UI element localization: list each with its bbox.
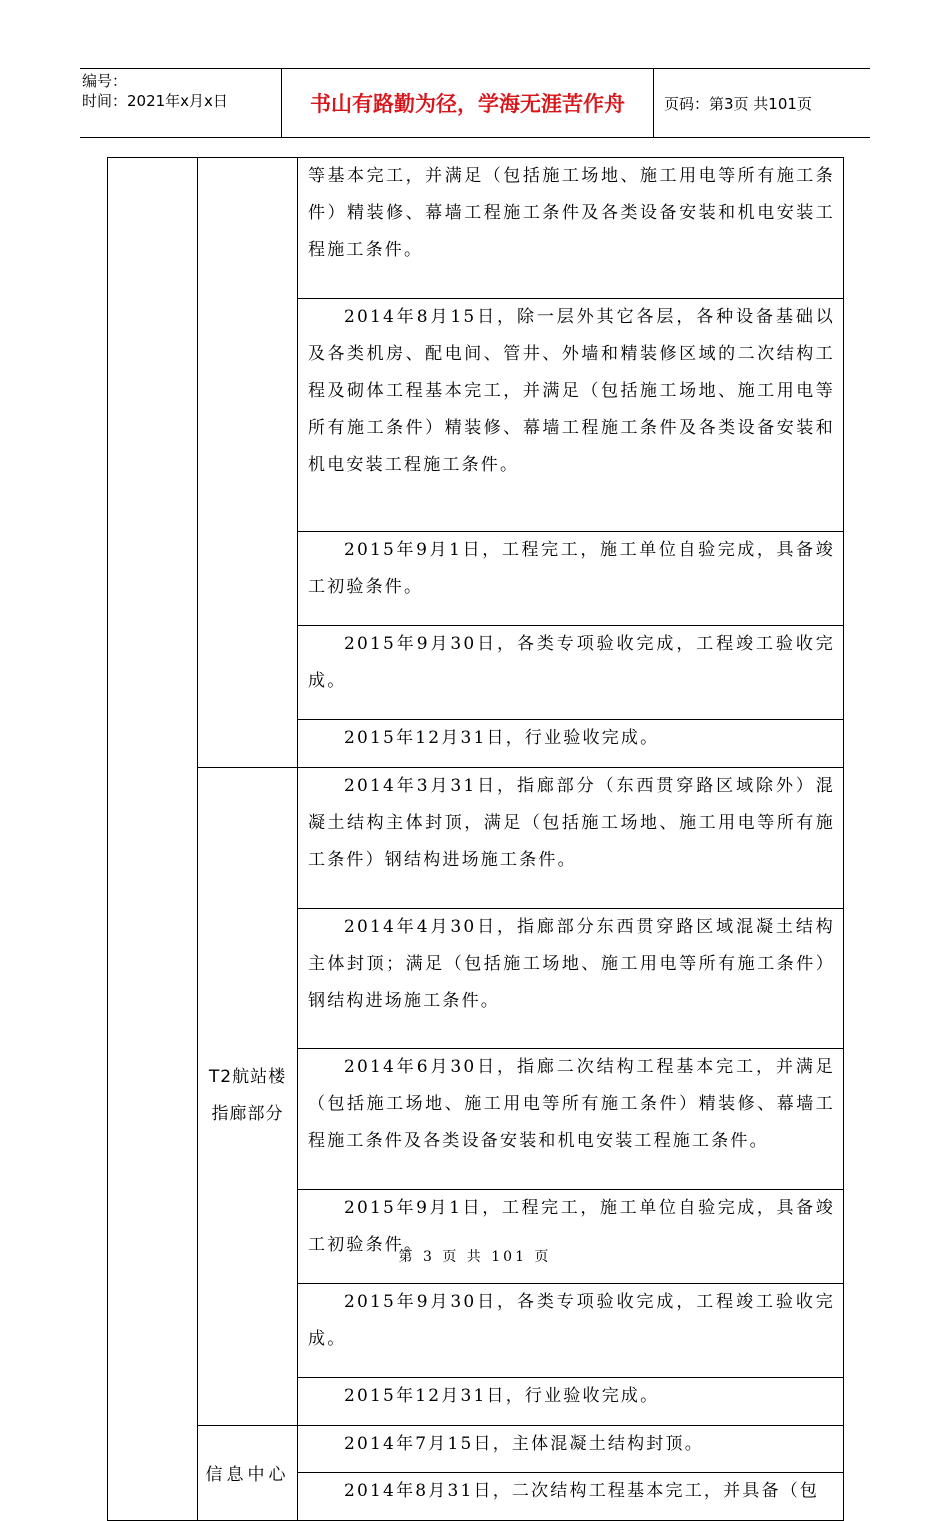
milestone-cell: [298, 1377, 844, 1425]
milestone-text: 2015年9月30日，各类专项验收完成，工程竣工验收完成。: [308, 1291, 835, 1349]
milestone-text: 2014年7月15日，主体混凝土结构封顶。: [344, 1433, 704, 1454]
milestone-text: 2014年3月31日，指廊部分（东西贯穿路区域除外）混凝土结构主体封顶，满足（包括施工场地、施工用电等所有施工条件）钢结构进场施工条件。: [308, 775, 835, 870]
page-footer: 第 3 页 共 101 页: [398, 1249, 552, 1265]
milestone-cell: [298, 720, 844, 768]
milestone-cell: [298, 1425, 844, 1473]
milestone-text: 2014年6月30日，指廊二次结构工程基本完工，并满足（包括施工场地、施工用电等所有施工条件）精装修、幕墙工程施工条件及各类设备安装和机电安装工程施工条件。: [308, 1057, 835, 1152]
milestone-cell: [298, 1049, 844, 1190]
header-meta: [80, 69, 282, 137]
milestone-cell: [298, 532, 844, 626]
header-slogan: 书山有路勤为径，学海无涯苦作舟: [282, 69, 654, 137]
group-cell-previous: [198, 158, 298, 768]
milestone-text: 2014年8月31日，二次结构工程基本完工，并具备（包: [344, 1481, 820, 1502]
group-cell-info-center: [198, 1425, 298, 1520]
milestone-text: 2015年9月30日，各类专项验收完成，工程竣工验收完成。: [308, 634, 835, 692]
group-label-info-center: 信息中心: [205, 1465, 290, 1486]
group-label-line1: T2航站楼: [208, 1067, 287, 1088]
group-label-line2: 指廊部分: [211, 1104, 284, 1125]
header-page-number: 页码：第3页 共101页: [664, 94, 812, 113]
milestone-cell: [298, 767, 844, 908]
milestone-cell: [298, 908, 844, 1049]
header-time: 时间：2021年x月x日: [82, 92, 228, 110]
milestone-text: 2015年9月1日，工程完工，施工单位自验完成，具备竣工初验条件。: [308, 1197, 835, 1255]
milestone-text: 等基本完工，并满足（包括施工场地、施工用电等所有施工条件）精装修、幕墙工程施工条件及各类设备安装和机电安装工程施工条件。: [308, 166, 835, 260]
milestone-cell: [298, 626, 844, 720]
milestone-cell: [298, 298, 844, 531]
table-row: [108, 767, 844, 908]
milestone-text: 2015年12月31日，行业验收完成。: [344, 1385, 660, 1406]
table-row: [108, 158, 844, 299]
table-row: [108, 1425, 844, 1473]
category-cell: [108, 158, 198, 1521]
header-number: 编号：: [82, 72, 128, 90]
milestone-cell: [298, 1283, 844, 1377]
milestone-text: 2014年4月30日，指廊部分东西贯穿路区域混凝土结构主体封顶；满足（包括施工场地、施工用电等所有施工条件）钢结构进场施工条件。: [308, 916, 835, 1011]
milestone-text: 2014年8月15日，除一层外其它各层，各种设备基础以及各类机房、配电间、管井、外墙和精装修区域的二次结构工程及砌体工程基本完工，并满足（包括施工场地、施工用电等所有施工条件）精装修、幕墙工程施工条件及各类设备安装和机电安装工程施工条件。: [308, 306, 835, 475]
milestone-cell: [298, 1189, 844, 1283]
schedule-table: [107, 157, 844, 1521]
milestone-text: 2015年12月31日，行业验收完成。: [344, 728, 660, 749]
milestone-cell: [298, 1473, 844, 1521]
milestone-cell: [298, 158, 844, 299]
milestone-text: 2015年9月1日，工程完工，施工单位自验完成，具备竣工初验条件。: [308, 540, 835, 597]
group-cell-t2-pier: [198, 767, 298, 1425]
document-header: [80, 68, 870, 138]
